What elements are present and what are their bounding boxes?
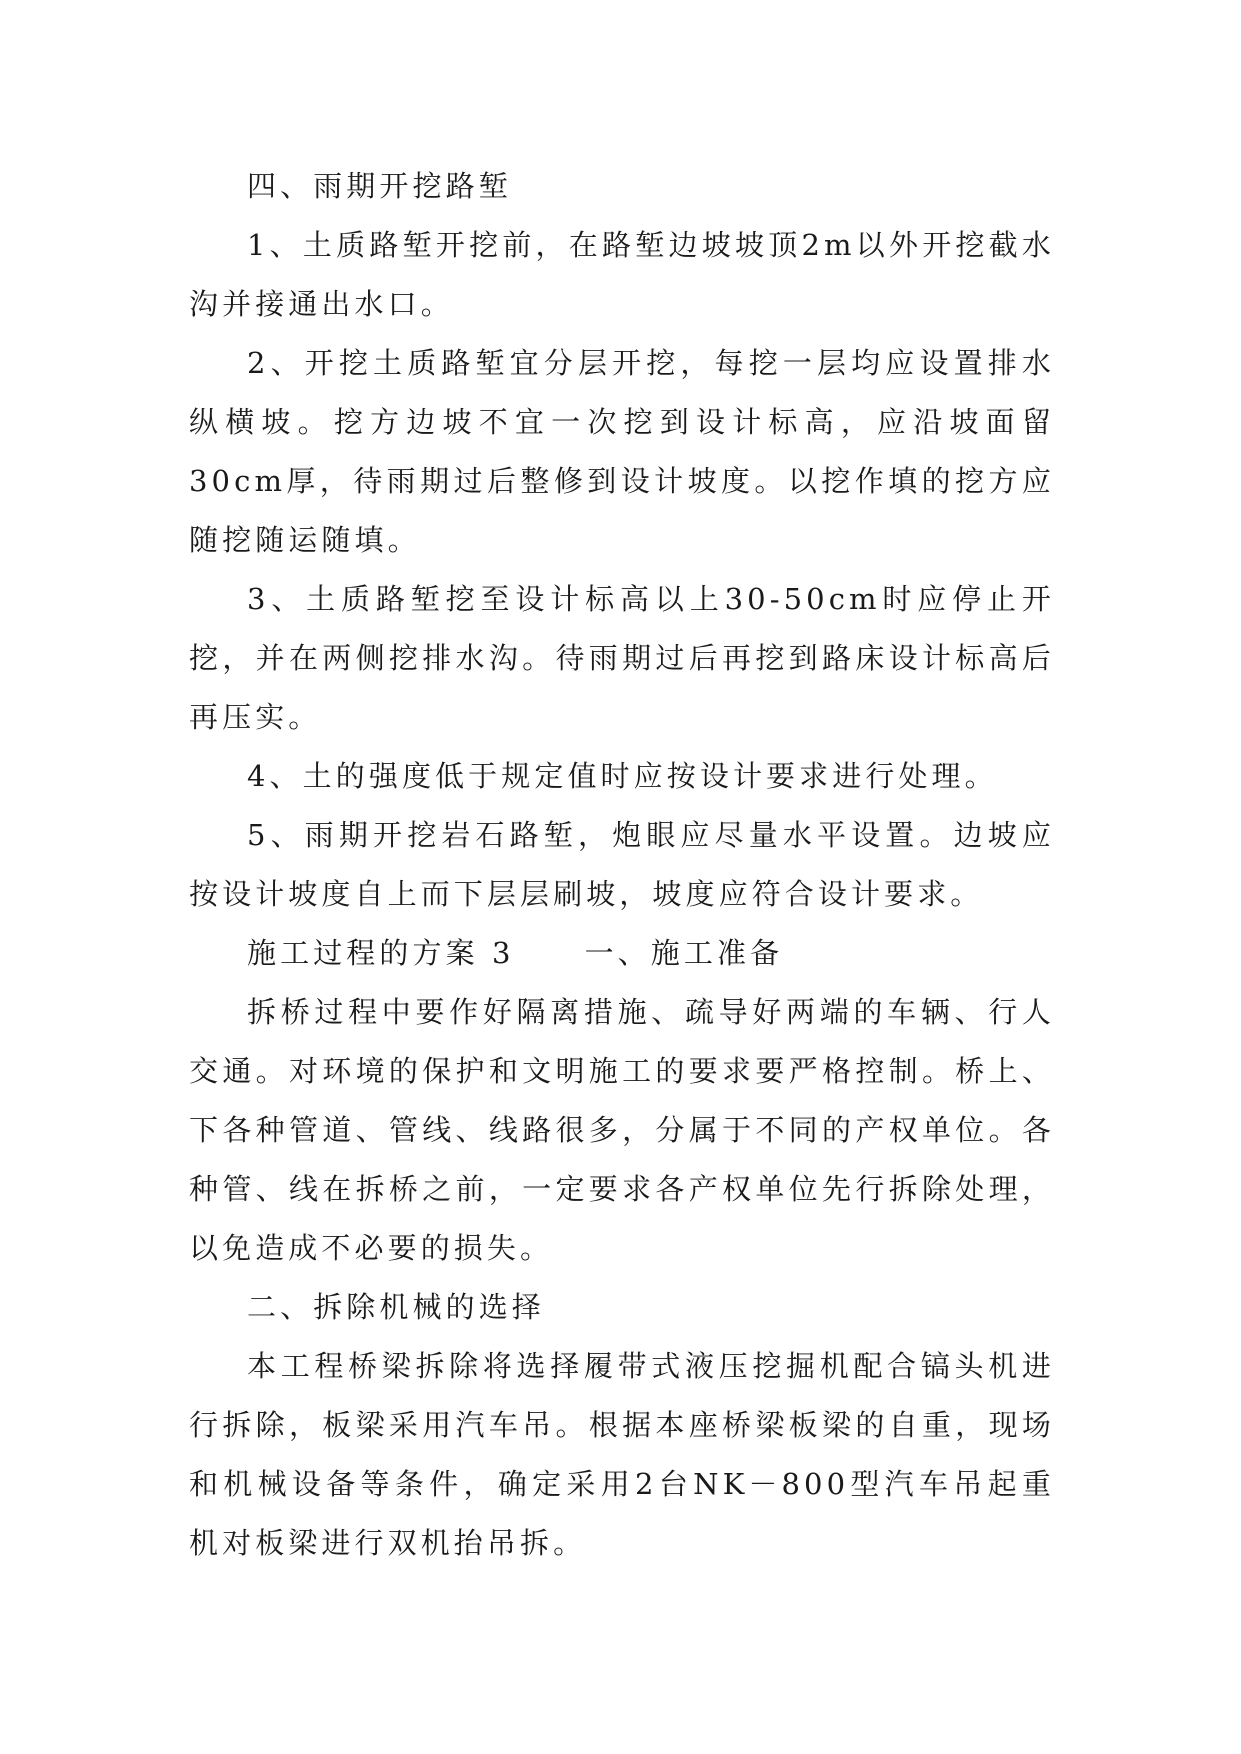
paragraph-item-5: 5、雨期开挖岩石路堑，炮眼应尽量水平设置。边坡应按设计坡度自上而下层层刷坡，坡度应符合设计要求。 [189, 818, 1055, 911]
document-body [189, 157, 1055, 1573]
paragraph-machinery: 本工程桥梁拆除将选择履带式液压挖掘机配合镐头机进行拆除，板梁采用汽车吊。根据本座桥梁板梁的自重，现场和机械设备等条件，确定采用2台NK－800型汽车吊起重机对板梁进行双机抬吊拆。 [189, 1349, 1055, 1560]
paragraph-item-2: 2、开挖土质路堑宜分层开挖，每挖一层均应设置排水纵横坡。挖方边坡不宜一次挖到设计标高，应沿坡面留30cm厚，待雨期过后整修到设计坡度。以挖作填的挖方应随挖随运随填。 [189, 346, 1055, 557]
paragraph-item-1: 1、土质路堑开挖前，在路堑边坡坡顶2m以外开挖截水沟并接通出水口。 [189, 228, 1055, 321]
plan-title: 施工过程的方案 3 [247, 936, 515, 970]
section-heading-preparation: 一、施工准备 [584, 936, 784, 970]
paragraph-preparation: 拆桥过程中要作好隔离措施、疏导好两端的车辆、行人交通。对环境的保护和文明施工的要求要严格控制。桥上、下各种管道、管线、线路很多，分属于不同的产权单位。各种管、线在拆桥之前，一定要求各产权单位先行拆除处理，以免造成不必要的损失。 [189, 995, 1055, 1265]
paragraph-item-4: 4、土的强度低于规定值时应按设计要求进行处理。 [247, 759, 998, 793]
section-heading-rainy-excavation: 四、雨期开挖路堑 [247, 169, 512, 203]
plan-heading [189, 924, 1055, 983]
section-heading-machinery: 二、拆除机械的选择 [247, 1290, 545, 1324]
paragraph-item-3: 3、土质路堑挖至设计标高以上30-50cm时应停止开挖，并在两侧挖排水沟。待雨期过后再挖到路床设计标高后再压实。 [189, 582, 1055, 734]
